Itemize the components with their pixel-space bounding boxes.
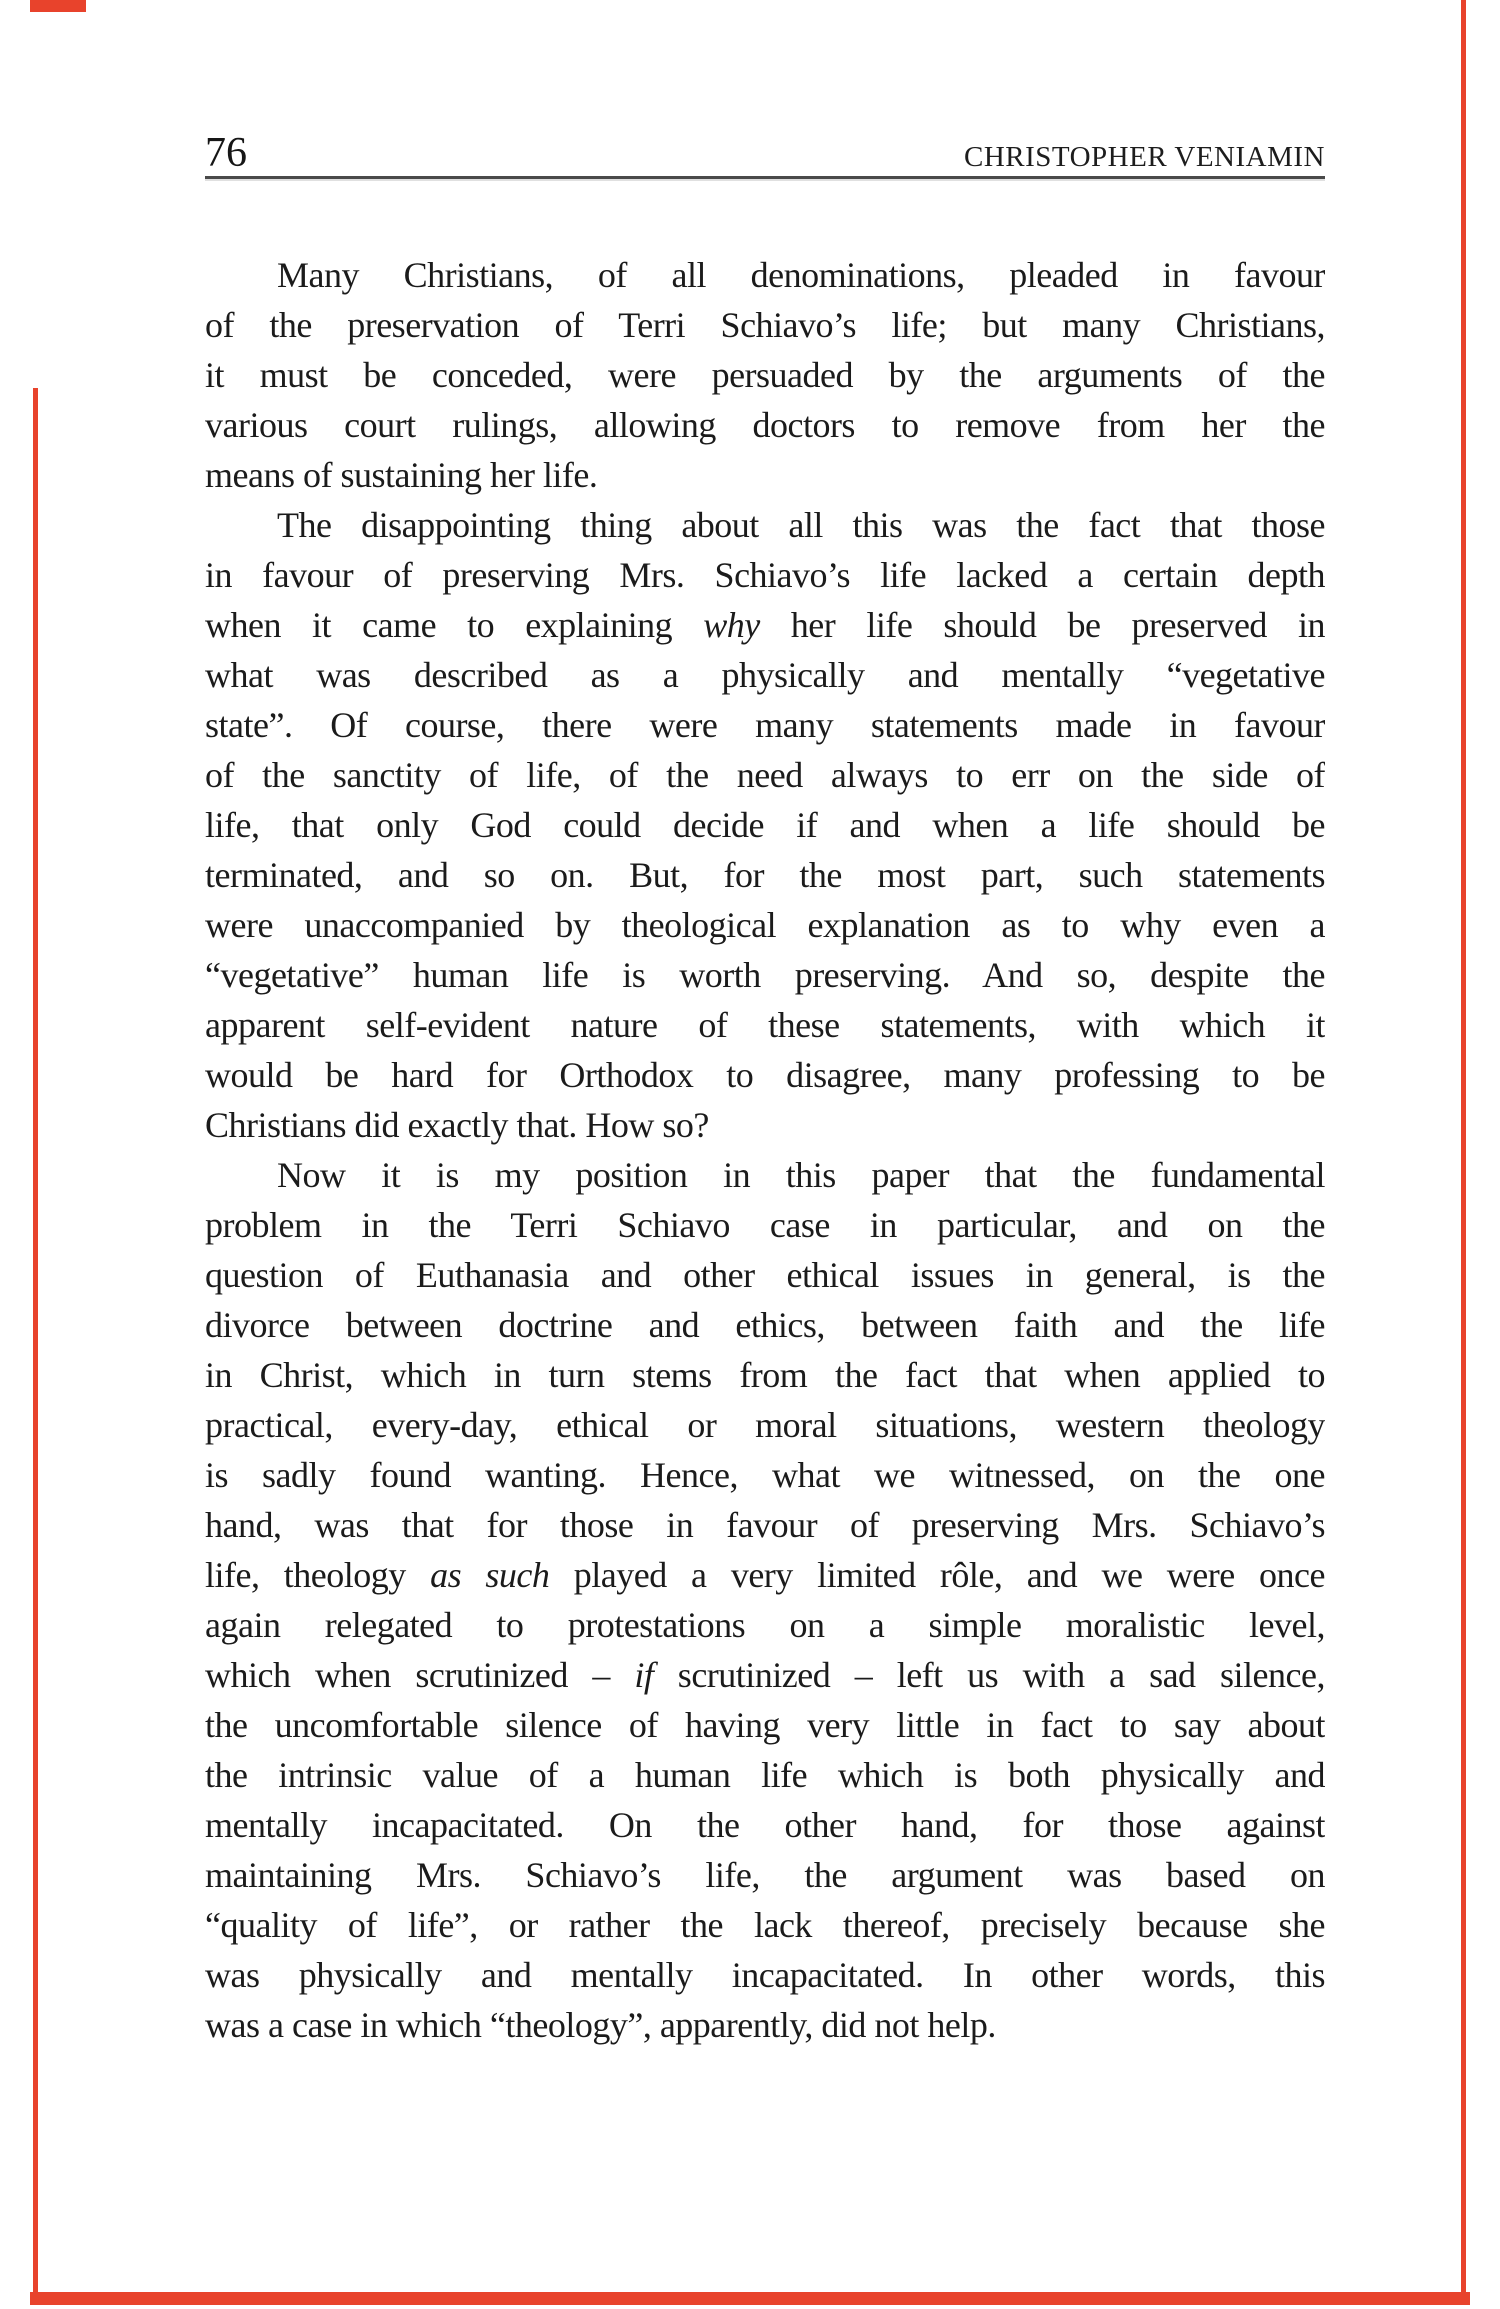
text-line bbox=[205, 1650, 1325, 1700]
text-segment: in Christ, which in turn stems from the fact that when applied to bbox=[205, 1355, 1325, 1395]
page-number: 76 bbox=[205, 130, 247, 176]
text-line bbox=[205, 2000, 1325, 2050]
text-segment: her life should be preserved in bbox=[759, 605, 1325, 645]
text-line bbox=[205, 1750, 1325, 1800]
text-line bbox=[205, 500, 1325, 550]
text-segment: were unaccompanied by theological explanation as to why even a bbox=[205, 905, 1325, 945]
text-line bbox=[205, 1300, 1325, 1350]
paragraph bbox=[205, 1150, 1325, 2050]
text-segment: when it came to explaining bbox=[205, 605, 704, 645]
text-line bbox=[205, 700, 1325, 750]
text-segment: which when scrutinized – bbox=[205, 1655, 635, 1695]
text-segment: would be hard for Orthodox to disagree, many professing to be bbox=[205, 1055, 1325, 1095]
text-segment: of the sanctity of life, of the need always to err on the side of bbox=[205, 755, 1325, 795]
text-segment: The disappointing thing about all this was the fact that those bbox=[277, 505, 1325, 545]
text-line bbox=[205, 1000, 1325, 1050]
scan-mark-bottom-edge bbox=[30, 2292, 1470, 2305]
text-segment: question of Euthanasia and other ethical issues in general, is the bbox=[205, 1255, 1325, 1295]
text-segment: life, theology bbox=[205, 1555, 431, 1595]
header-rule bbox=[205, 176, 1325, 179]
text-line bbox=[205, 550, 1325, 600]
italic-text: if bbox=[634, 1655, 654, 1695]
text-line bbox=[205, 1900, 1325, 1950]
text-segment: Christians did exactly that. How so? bbox=[205, 1105, 709, 1145]
page-header bbox=[205, 128, 1325, 174]
text-segment: in favour of preserving Mrs. Schiavo’s life lacked a certain depth bbox=[205, 555, 1325, 595]
paragraph bbox=[205, 500, 1325, 1150]
text-line bbox=[205, 1150, 1325, 1200]
scan-mark-top-left bbox=[30, 0, 86, 12]
text-segment: divorce between doctrine and ethics, between faith and the life bbox=[205, 1305, 1325, 1345]
text-line bbox=[205, 1700, 1325, 1750]
running-title: CHRISTOPHER VENIAMIN bbox=[964, 141, 1325, 173]
text-segment: maintaining Mrs. Schiavo’s life, the argument was based on bbox=[205, 1855, 1325, 1895]
text-line bbox=[205, 950, 1325, 1000]
text-line bbox=[205, 1600, 1325, 1650]
text-line bbox=[205, 250, 1325, 300]
text-line bbox=[205, 1250, 1325, 1300]
text-line bbox=[205, 800, 1325, 850]
text-line bbox=[205, 650, 1325, 700]
text-line bbox=[205, 1450, 1325, 1500]
text-segment: problem in the Terri Schiavo case in particular, and on the bbox=[205, 1205, 1325, 1245]
text-line bbox=[205, 1550, 1325, 1600]
text-line bbox=[205, 1850, 1325, 1900]
text-segment: the uncomfortable silence of having very little in fact to say about bbox=[205, 1705, 1325, 1745]
text-segment: played a very limited rôle, and we were once bbox=[549, 1555, 1325, 1595]
text-segment: life, that only God could decide if and when a life should be bbox=[205, 805, 1325, 845]
text-line bbox=[205, 850, 1325, 900]
text-line bbox=[205, 1400, 1325, 1450]
text-line bbox=[205, 350, 1325, 400]
text-segment: again relegated to protestations on a simple moralistic level, bbox=[205, 1605, 1325, 1645]
text-segment: practical, every-day, ethical or moral situations, western theology bbox=[205, 1405, 1325, 1445]
text-segment: apparent self-evident nature of these statements, with which it bbox=[205, 1005, 1325, 1045]
text-segment: terminated, and so on. But, for the most part, such statements bbox=[205, 855, 1325, 895]
text-line bbox=[205, 900, 1325, 950]
scan-mark-right-edge bbox=[1461, 0, 1466, 2304]
text-line bbox=[205, 600, 1325, 650]
text-segment: mentally incapacitated. On the other hand, for those against bbox=[205, 1805, 1325, 1845]
italic-text: as such bbox=[430, 1555, 550, 1595]
text-segment: Now it is my position in this paper that the fundamental bbox=[277, 1155, 1325, 1195]
text-segment: scrutinized – left us with a sad silence, bbox=[653, 1655, 1325, 1695]
text-line bbox=[205, 1100, 1325, 1150]
text-segment: Many Christians, of all denominations, pleaded in favour bbox=[277, 255, 1325, 295]
text-segment: the intrinsic value of a human life which is both physically and bbox=[205, 1755, 1325, 1795]
text-line bbox=[205, 1950, 1325, 2000]
text-line bbox=[205, 450, 1325, 500]
text-line bbox=[205, 300, 1325, 350]
text-segment: is sadly found wanting. Hence, what we witnessed, on the one bbox=[205, 1455, 1325, 1495]
body-text bbox=[205, 250, 1325, 2050]
italic-text: why bbox=[703, 605, 760, 645]
text-segment: various court rulings, allowing doctors to remove from her the bbox=[205, 405, 1325, 445]
text-segment: of the preservation of Terri Schiavo’s life; but many Christians, bbox=[205, 305, 1325, 345]
text-segment: state”. Of course, there were many statements made in favour bbox=[205, 705, 1325, 745]
text-segment: means of sustaining her life. bbox=[205, 455, 598, 495]
text-line bbox=[205, 750, 1325, 800]
text-line bbox=[205, 1800, 1325, 1850]
paragraph bbox=[205, 250, 1325, 500]
text-line bbox=[205, 1050, 1325, 1100]
text-segment: it must be conceded, were persuaded by the arguments of the bbox=[205, 355, 1325, 395]
text-line bbox=[205, 400, 1325, 450]
text-segment: “vegetative” human life is worth preserving. And so, despite the bbox=[205, 955, 1325, 995]
text-segment: was a case in which “theology”, apparently, did not help. bbox=[205, 2005, 996, 2045]
text-line bbox=[205, 1350, 1325, 1400]
text-segment: “quality of life”, or rather the lack thereof, precisely because she bbox=[205, 1905, 1325, 1945]
text-segment: hand, was that for those in favour of preserving Mrs. Schiavo’s bbox=[205, 1505, 1325, 1545]
scan-mark-left-edge bbox=[33, 388, 38, 2304]
text-line bbox=[205, 1200, 1325, 1250]
text-line bbox=[205, 1500, 1325, 1550]
text-segment: what was described as a physically and mentally “vegetative bbox=[205, 655, 1325, 695]
text-segment: was physically and mentally incapacitated. In other words, this bbox=[205, 1955, 1325, 1995]
